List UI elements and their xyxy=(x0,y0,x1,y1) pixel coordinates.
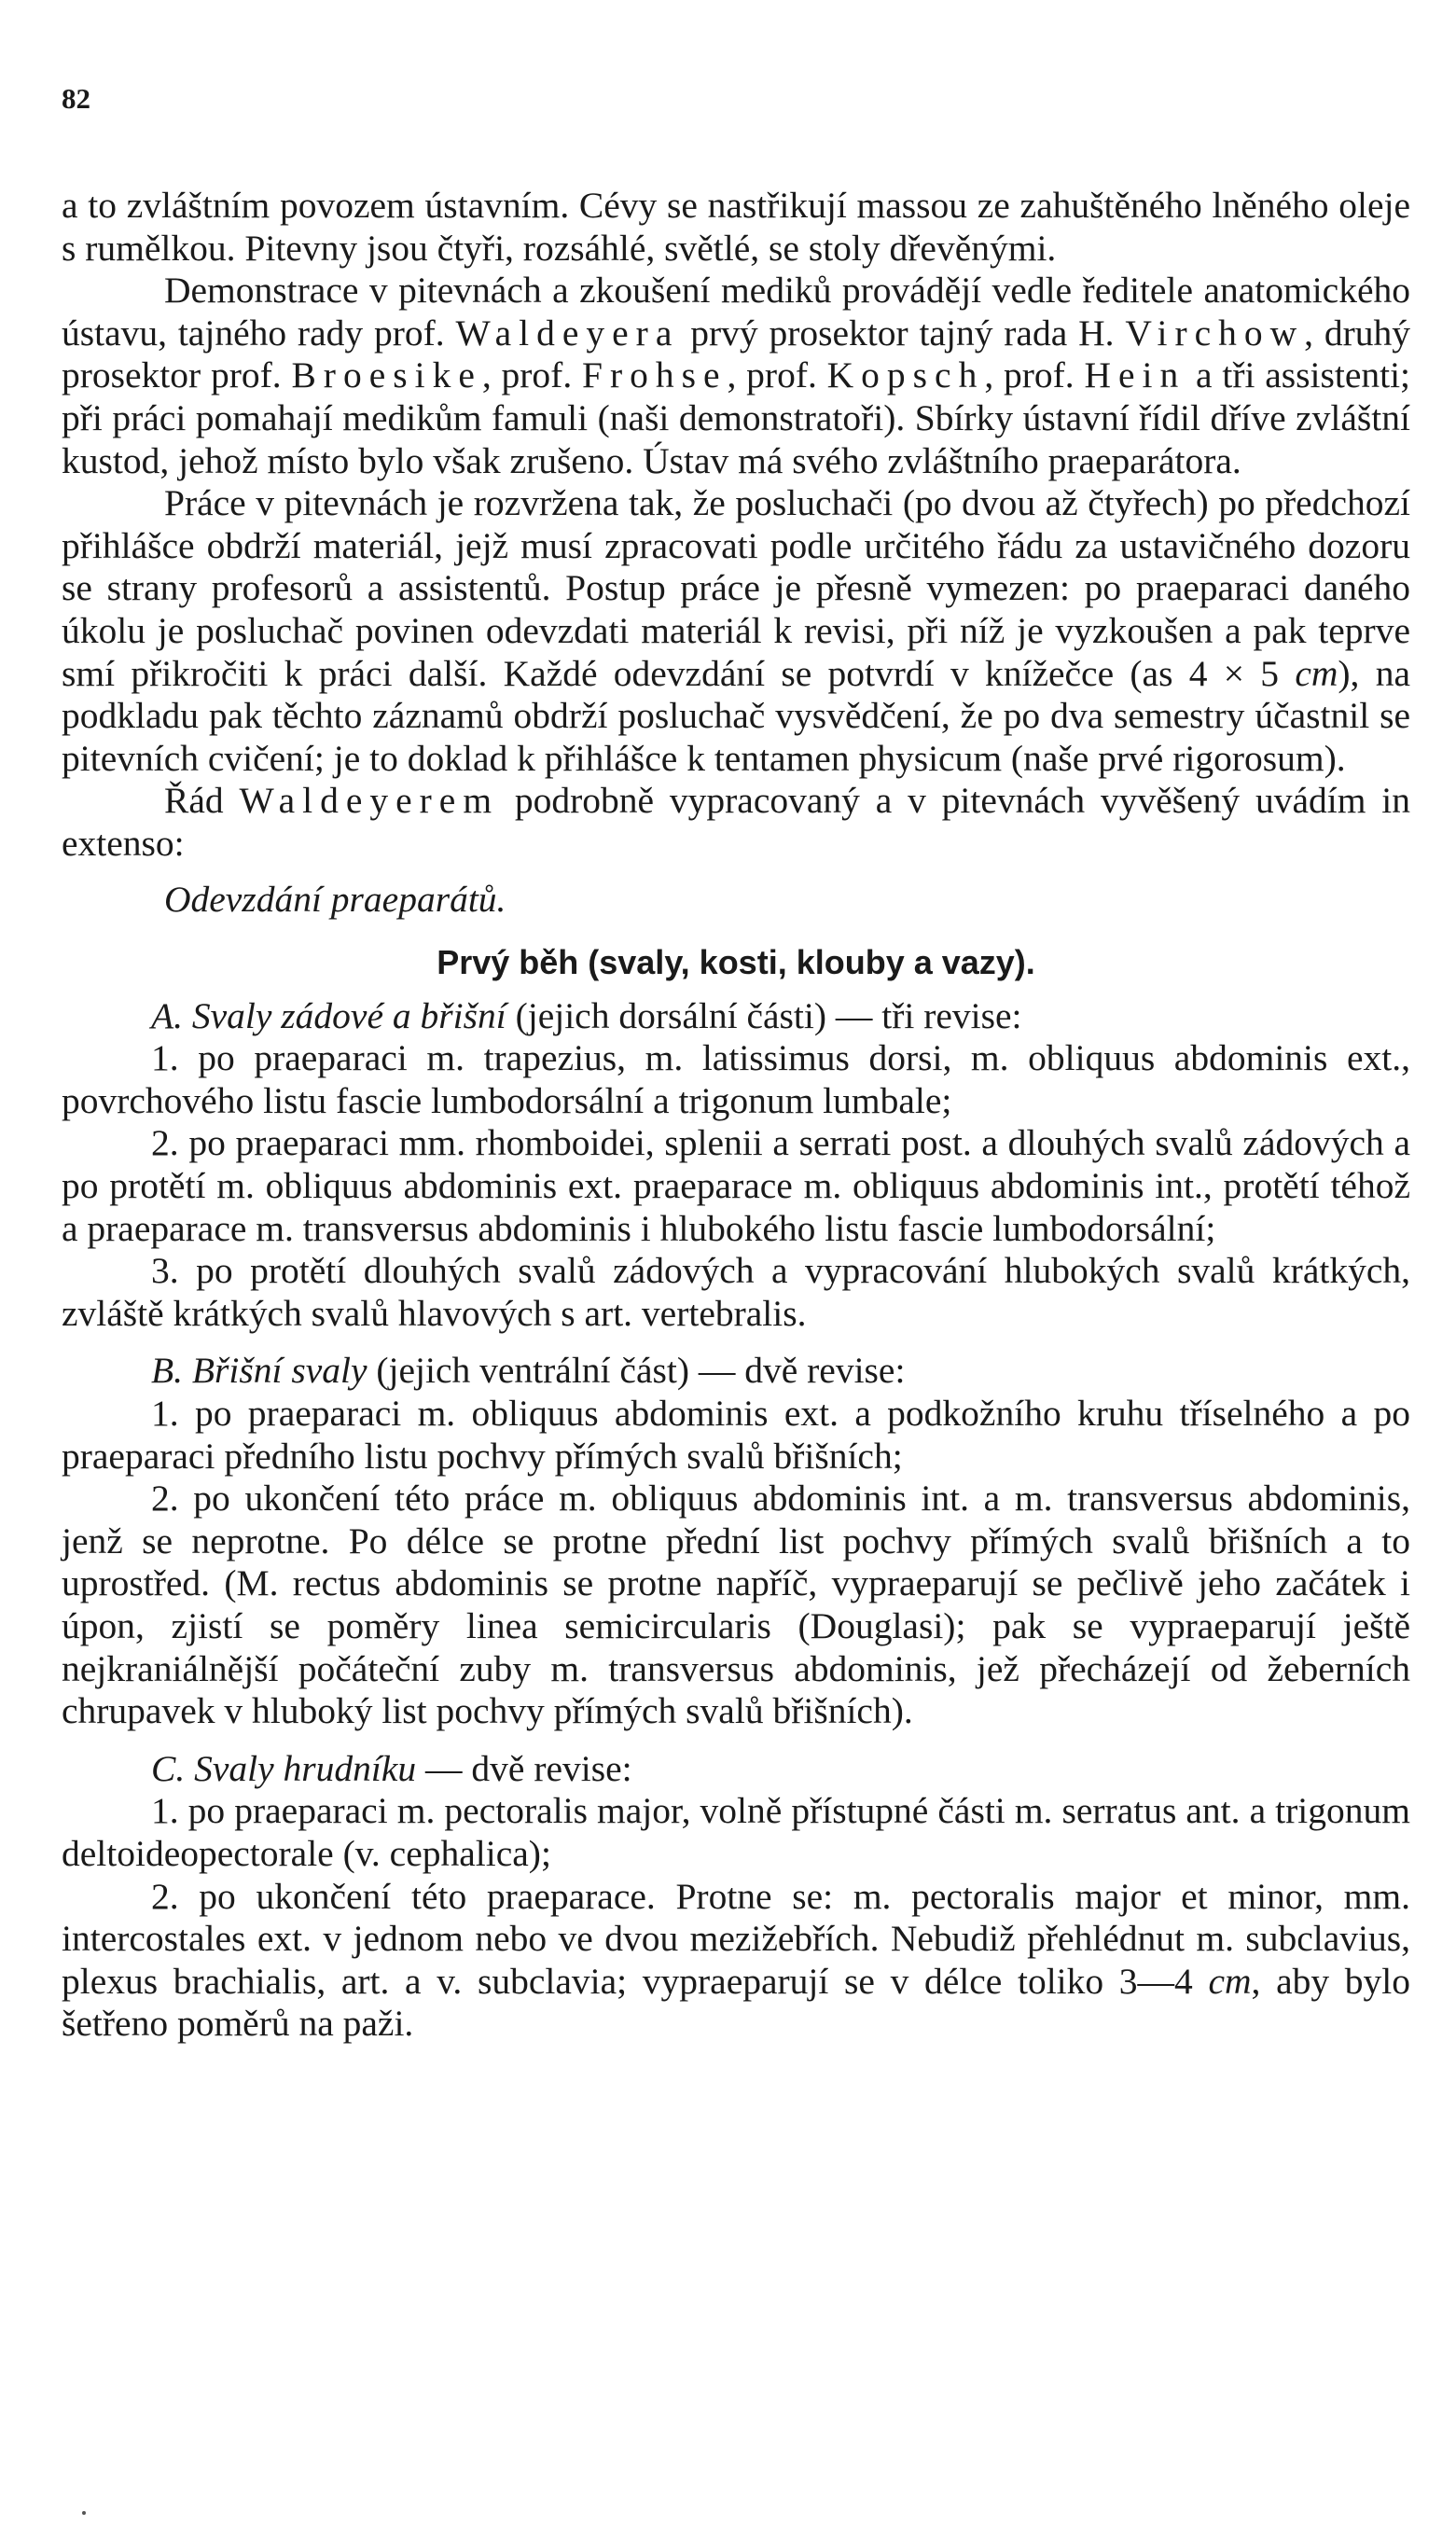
section-c-heading: C. Svaly hrudníku — dvě revise: xyxy=(151,1747,632,1789)
section-b-item-2: 2. po ukončení této práce m. obliquus abdominis int. a m. transversus abdominis, jenž se neprotne. Po délce se protne přední list pochvy přímých svalů břišních a to uprostřed. (M. rectus abdominis se protne napříč, vypraeparují se pečlivě jeho začátek i úpon, zjistí se poměry linea semicircularis (Douglasi); pak se vypraeparují ještě nejkraniálnější počáteční zuby m. transversus abdominis, jež přecházejí od žeberních chrupavek v hluboký list pochvy přímých svalů břišních). xyxy=(62,1478,1410,1732)
section-a-heading: A. Svaly zádové a břišní (jejich dorsální části) — tři revise: xyxy=(151,994,1022,1036)
section-c-item-1: 1. po praeparaci m. pectoralis major, volně přístupné části m. serratus ant. a trigonum deltoideopectorale (v. cephalica); xyxy=(62,1790,1410,1874)
paragraph-staff: Demonstrace v pitevnách a zkoušení mediků provádějí vedle ředitele anatomického ústavu, tajného rady prof. Waldeyera prvý prosektor tajný rada H. Virchow, druhý prosektor prof. Broesike, prof. Frohse, prof. Kopsch, prof. Hein a tři assistenti; při práci pomahají medikům famuli (naši demonstratoři). Sbírky ústavní řídil dříve zvláštní kustod, jehož místo bylo však zrušeno. Ústav má svého zvláštního praeparátora. xyxy=(62,270,1411,481)
section-a-item-2: 2. po praeparaci mm. rhomboidei, splenii a serrati post. a dlouhých svalů zádových a po protětí m. obliquus abdominis ext. praeparace m. obliquus abdominis int., protětí téhož a praeparace m. transversus abdominis i hlubokého listu fascie lumbodorsální; xyxy=(62,1122,1410,1249)
section-a-item-1: 1. po praeparaci m. trapezius, m. latissimus dorsi, m. obliquus abdominis ext., povrchového listu fascie lumbodorsální a trigonum lumbale; xyxy=(62,1037,1410,1121)
name-kopsch: Kopsch xyxy=(826,354,985,396)
section-b-heading: B. Břišní svaly (jejich ventrální část) — dvě revise: xyxy=(151,1350,906,1392)
name-waldeyerem: Waldeyerem xyxy=(239,780,500,822)
page-number: 82 xyxy=(62,82,90,115)
name-broesike: Broesike xyxy=(291,354,482,396)
paragraph-intro: a to zvláštním povozem ústavním. Cévy se nastřikují massou ze zahuštěného lněného oleje s rumělkou. Pitevny jsou čtyři, rozsáhlé, světlé, se stoly dřevěnými. xyxy=(62,185,1410,269)
paragraph-work: Práce v pitevnách je rozvržena tak, že posluchači (po dvou až čtyřech) po předchozí přihlášce obdrží materiál, jejž musí zpracovati podle určitého řádu za ustavičného dozoru se strany profesorů a assistentů. Postup práce je přesně vymezen: po praeparaci daného úkolu je posluchač povinen odevzdati materiál k revisi, při níž je vyzkoušen a pak teprve smí přikročiti k práci další. Každé odevzdání se potvrdí v knížečce (as 4 × 5 cm), na podkladu pak těchto záznamů obdrží posluchač vysvědčení, že po dva semestry účastnil se pitevních cvičení; je to doklad k přihlášce k tentamen physicum (naše prvé rigorosum). xyxy=(62,482,1410,779)
name-frohse: Frohse xyxy=(581,354,728,396)
section-b-item-1: 1. po praeparaci m. obliquus abdominis ext. a podkožního kruhu tříselného a po praeparaci předního listu pochvy přímých svalů břišních; xyxy=(62,1393,1410,1477)
subheading-odevzdani: Odevzdání praeparátů. xyxy=(164,878,506,920)
name-waldeyera: Waldeyera xyxy=(455,312,680,354)
stray-mark xyxy=(82,2511,86,2515)
page-body xyxy=(62,185,1410,2046)
name-hein: Hein xyxy=(1084,354,1186,396)
section-c-item-2: 2. po ukončení této praeparace. Protne se: m. pectoralis major et minor, mm. intercostales ext. v jednom nebo ve dvou mezižebřích. Nebudiž přehlédnut m. subclavius, plexus brachialis, art. a v. subclavia; vypraeparují se v délce toliko 3—4 cm, aby bylo šetřeno poměrů na paži. xyxy=(62,1875,1410,2045)
section-a-item-3: 3. po protětí dlouhých svalů zádových a vypracování hlubokých svalů krátkých, zvláště krátkých svalů hlavových s art. vertebralis. xyxy=(62,1250,1410,1334)
name-virchow: Virchow xyxy=(1125,312,1305,354)
paragraph-order: Řád Waldeyerem podrobně vypracovaný a v pitevnách vyvěšený uvádím in extenso: xyxy=(62,780,1411,864)
section-title: Prvý běh (svaly, kosti, klouby a vazy). xyxy=(437,943,1035,982)
